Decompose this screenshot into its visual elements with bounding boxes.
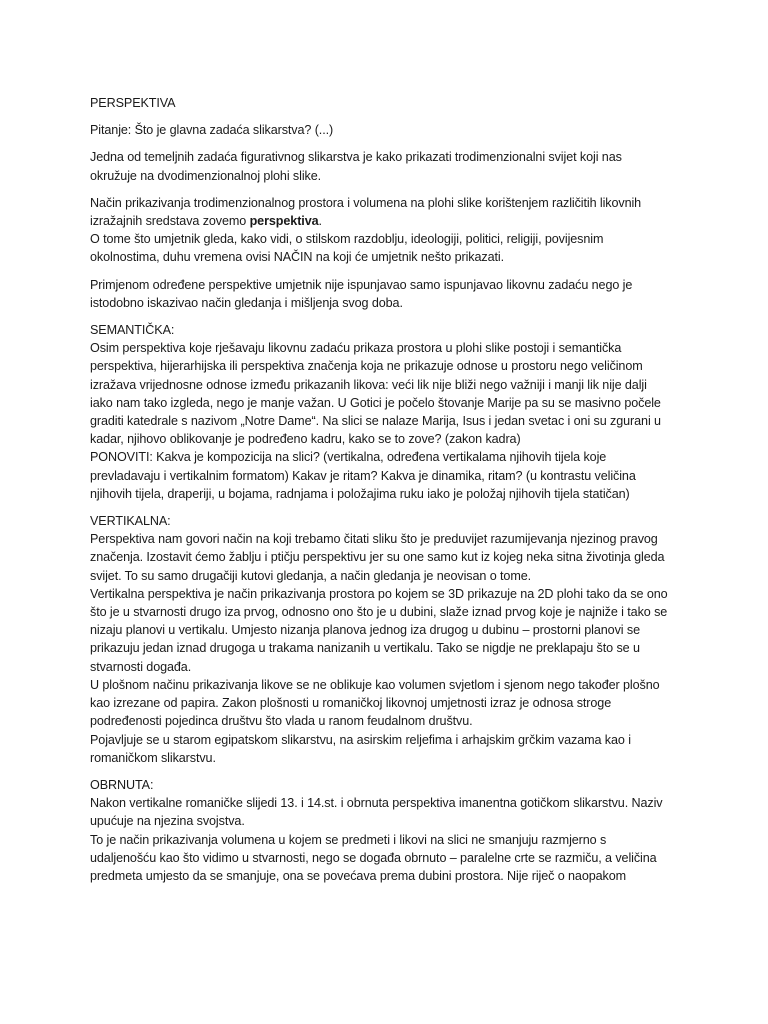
vertical-heading: VERTIKALNA: [90, 514, 171, 529]
vertical-paragraph-1: Perspektiva nam govori način na koji trebamo čitati sliku što je preduvijet razumijevanja njezinog pravog značenja. Izostavit ćemo žablju i ptičju perspektivu jer su one samo kut iz kojeg neka sitna životinja gleda svijet. To su samo drugačiji kutovi gledanja, a način gledanja je neovisan o tome. [90, 532, 665, 583]
document-page [90, 94, 670, 885]
definition-text: Način prikazivanja trodimenzionalnog prostora i volumena na plohi slike korištenjem različitih likovnih izražajnih sredstava zovemo [90, 195, 642, 229]
reverse-heading: OBRNUTA: [90, 777, 154, 792]
method-text: O tome što umjetnik gleda, kako vidi, o stilskom razdoblju, ideologiji, politici, religiji, povijesnim okolnostima, duhu vremena ovisi [90, 232, 604, 265]
intro-paragraph: Jedna od temeljnih zadaća figurativnog slikarstva je kako prikazati trodimenzionalni svijet koji nas okružuje na dvodimenzionalnoj plohi slike. [90, 150, 622, 183]
reverse-paragraph-2: To je način prikazivanja volumena u kojem se predmeti i likovi na slici ne smanjuju razmjerno s udaljenošću kao što vidimo u stvarnosti, nego se događa obrnuto – paralelne crte se razmiču, a veličina predmeta umjesto da se smanjuje, ona se povećava prema dubini prostora. Nije riječ o naopakom [90, 832, 657, 883]
definition-end: . [318, 214, 322, 229]
definition-paragraph [90, 194, 670, 230]
method-end: na koji će umjetnik nešto prikazati. [312, 250, 504, 265]
method-term: NAČIN [273, 250, 313, 265]
question-paragraph: Pitanje: Što je glavna zadaća slikarstva? (...) [90, 123, 334, 138]
definition-term: perspektiva [249, 214, 319, 229]
repeat-paragraph: PONOVITI: Kakva je kompozicija na slici? (vertikalna, određena vertikalama njihovih tijela koje prevladavaju i vertikalnim formatom) Kakav je ritam? Kakva je dinamika, ritam? (u kontrastu veličina njihovih tijela, draperiji, u bojama, radnjama i položajima ruku iako je položaj njihovih tijela statičan) [90, 450, 636, 501]
vertical-paragraph-2: Vertikalna perspektiva je način prikazivanja prostora po kojem se 3D prikazuje na 2D plohi tako da se ono što je u stvarnosti drugo iza prvog, odnosno ono što je u dubini, slaže iznad prvog koje je najniže i tako se nizaju planovi u vertikalu. Umjesto nizanja planova jednog iza drugog u dubinu – prostorni planovi se prikazuju jedan iznad drugoga u trakama nanizanih u vertikalu. Tako se nigdje ne preklapaju što se u stvarnosti događa. [90, 586, 668, 674]
method-paragraph [90, 230, 670, 266]
vertical-paragraph-3: U plošnom načinu prikazivanja likove se ne oblikuje kao volumen svjetlom i sjenom nego također plošno kao izrezane od papira. Zakon plošnosti u romaničkoj likovnoj umjetnosti izraz je odnosa stroge podređenosti pojedinca društvu što vlada u ranom feudalnom društvu. [90, 677, 660, 729]
document-title: PERSPEKTIVA [90, 96, 176, 110]
semantic-heading: SEMANTIČKA: [90, 323, 175, 338]
semantic-paragraph: Osim perspektiva koje rješavaju likovnu zadaću prikaza prostora u plohi slike postoji i semantička perspektiva, hijerarhijska ili perspektiva značenja koja ne prikazuje odnose u prostoru nego veličinom izražava vrijednosne odnose između prikazanih likova: veći lik nije bliži nego važniji i manji lik nije dalji iako nam tako izgleda, nego je manje važan. U Gotici je počelo štovanje Marije pa su se masivno počele graditi katedrale s nazivom „Notre Dame“. Na slici se nalaze Marija, Isus i jedan svetac i oni su zgurani u kadar, njihovo oblikovanje je podređeno kadru, kako se to zove? (zakon kadra) [90, 341, 661, 447]
vertical-paragraph-4: Pojavljuje se u starom egipatskom slikarstvu, na asirskim reljefima i arhajskim grčkim vazama kao i romaničkom slikarstvu. [90, 732, 631, 765]
reverse-paragraph-1: Nakon vertikalne romaničke slijedi 13. i 14.st. i obrnuta perspektiva imanentna gotičkom slikarstvu. Naziv upućuje na njezina svojstva. [90, 796, 663, 829]
application-paragraph: Primjenom određene perspektive umjetnik nije ispunjavao samo ispunjavao likovnu zadaću nego je istodobno iskazivao način gledanja i mišljenja svog doba. [90, 277, 633, 310]
